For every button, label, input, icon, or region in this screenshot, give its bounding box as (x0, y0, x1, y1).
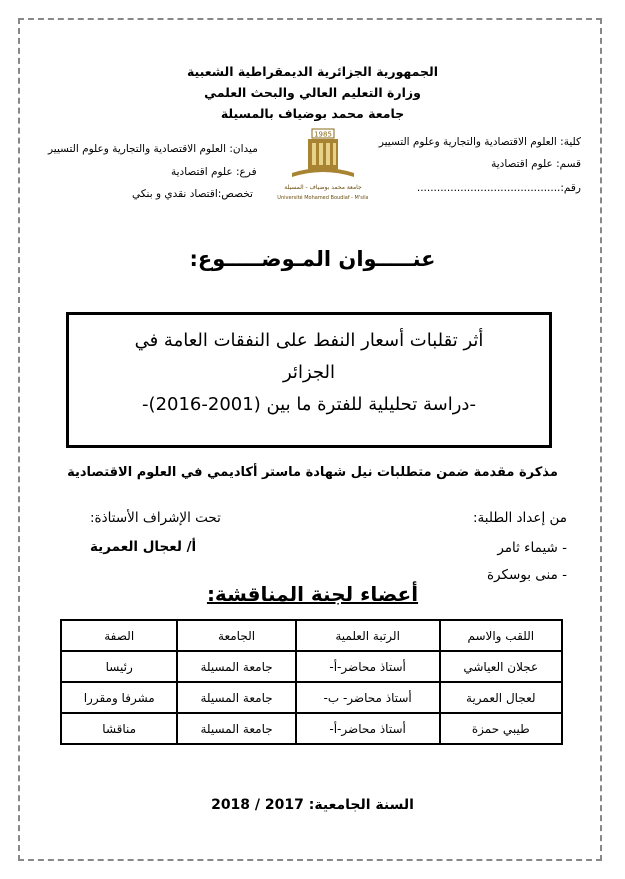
table-row (61, 713, 562, 744)
table-row (61, 651, 562, 682)
memo-text: مذكرة مقدمة ضمن متطلبات نيل شهادة ماستر أكاديمي في العلوم الاقتصادية (67, 465, 558, 480)
thesis-title-box (66, 312, 552, 448)
branch-label: فرع: علوم اقتصادية (171, 166, 257, 178)
students-label: من إعداد الطلبة: (472, 510, 567, 526)
supervisor-label: تحت الإشراف الأستاذة: (90, 510, 221, 526)
logo-year: 1985 (314, 130, 332, 139)
logo-name-fr: Université Mohamed Boudiaf - M'sila (277, 195, 368, 201)
university-logo-icon (272, 127, 368, 205)
table-cell: طيبي حمزة (440, 713, 562, 744)
table-cell: جامعة المسيلة (177, 713, 295, 744)
faculty-label: كلية: العلوم الاقتصادية والتجارية وعلوم التسيير (378, 136, 581, 148)
university-logo (272, 127, 368, 205)
student-name-2: - منى بوسكرة (486, 567, 567, 583)
thesis-title-line1: أثر تقلبات أسعار النفط على النفقات العامة في (134, 330, 484, 351)
table-header: الجامعة (177, 620, 295, 651)
committee-title: أعضاء لجنة المناقشة: (206, 582, 419, 606)
department-label: قسم: علوم اقتصادية (491, 158, 581, 170)
table-header: الرتبة العلمية (296, 620, 440, 651)
specialty-label: تخصص:اقتصاد نقدي و بنكي (132, 188, 253, 200)
topic-label: عنـــــوان المـوضـــــوع: (189, 247, 436, 271)
university-title: جامعة محمد بوضياف بالمسيلة (220, 106, 405, 121)
academic-year: السنة الجامعية: 2017 / 2018 (211, 797, 414, 813)
supervisor-name: أ/ لعجال العمرية (90, 539, 197, 555)
table-cell: أستاذ محاضر- ب- (296, 682, 440, 713)
republic-title: الجمهورية الجزائرية الديمقراطية الشعبية (186, 64, 439, 79)
table-cell: أستاذ محاضر-أ- (296, 713, 440, 744)
table-header: اللقب والاسم (440, 620, 562, 651)
thesis-title-line3: -دراسة تحليلية للفترة ما بين (2001-2016)- (142, 394, 476, 415)
table-cell: أستاذ محاضر-أ- (296, 651, 440, 682)
logo-name-ar: جامعة محمد بوضياف - المسيلة (284, 184, 362, 191)
table-row (61, 682, 562, 713)
table-cell: جامعة المسيلة (177, 682, 295, 713)
ministry-title: وزارة التعليم العالي والبحث العلمي (204, 85, 421, 100)
field-label: ميدان: العلوم الاقتصادية والتجارية وعلوم التسيير (48, 143, 258, 155)
table-header: الصفة (61, 620, 177, 651)
student-name-1: - شيماء ثامر (497, 540, 567, 556)
number-label: رقم:........................................... (416, 182, 581, 194)
table-cell: لعجال العمرية (440, 682, 562, 713)
committee-table (60, 619, 563, 745)
thesis-title-line2: الجزائر (283, 362, 335, 383)
table-cell: عجلان العياشي (440, 651, 562, 682)
table-cell: مشرفا ومقررا (61, 682, 177, 713)
table-header-row (61, 620, 562, 651)
table-cell: جامعة المسيلة (177, 651, 295, 682)
table-cell: رئيسا (61, 651, 177, 682)
table-cell: مناقشا (61, 713, 177, 744)
